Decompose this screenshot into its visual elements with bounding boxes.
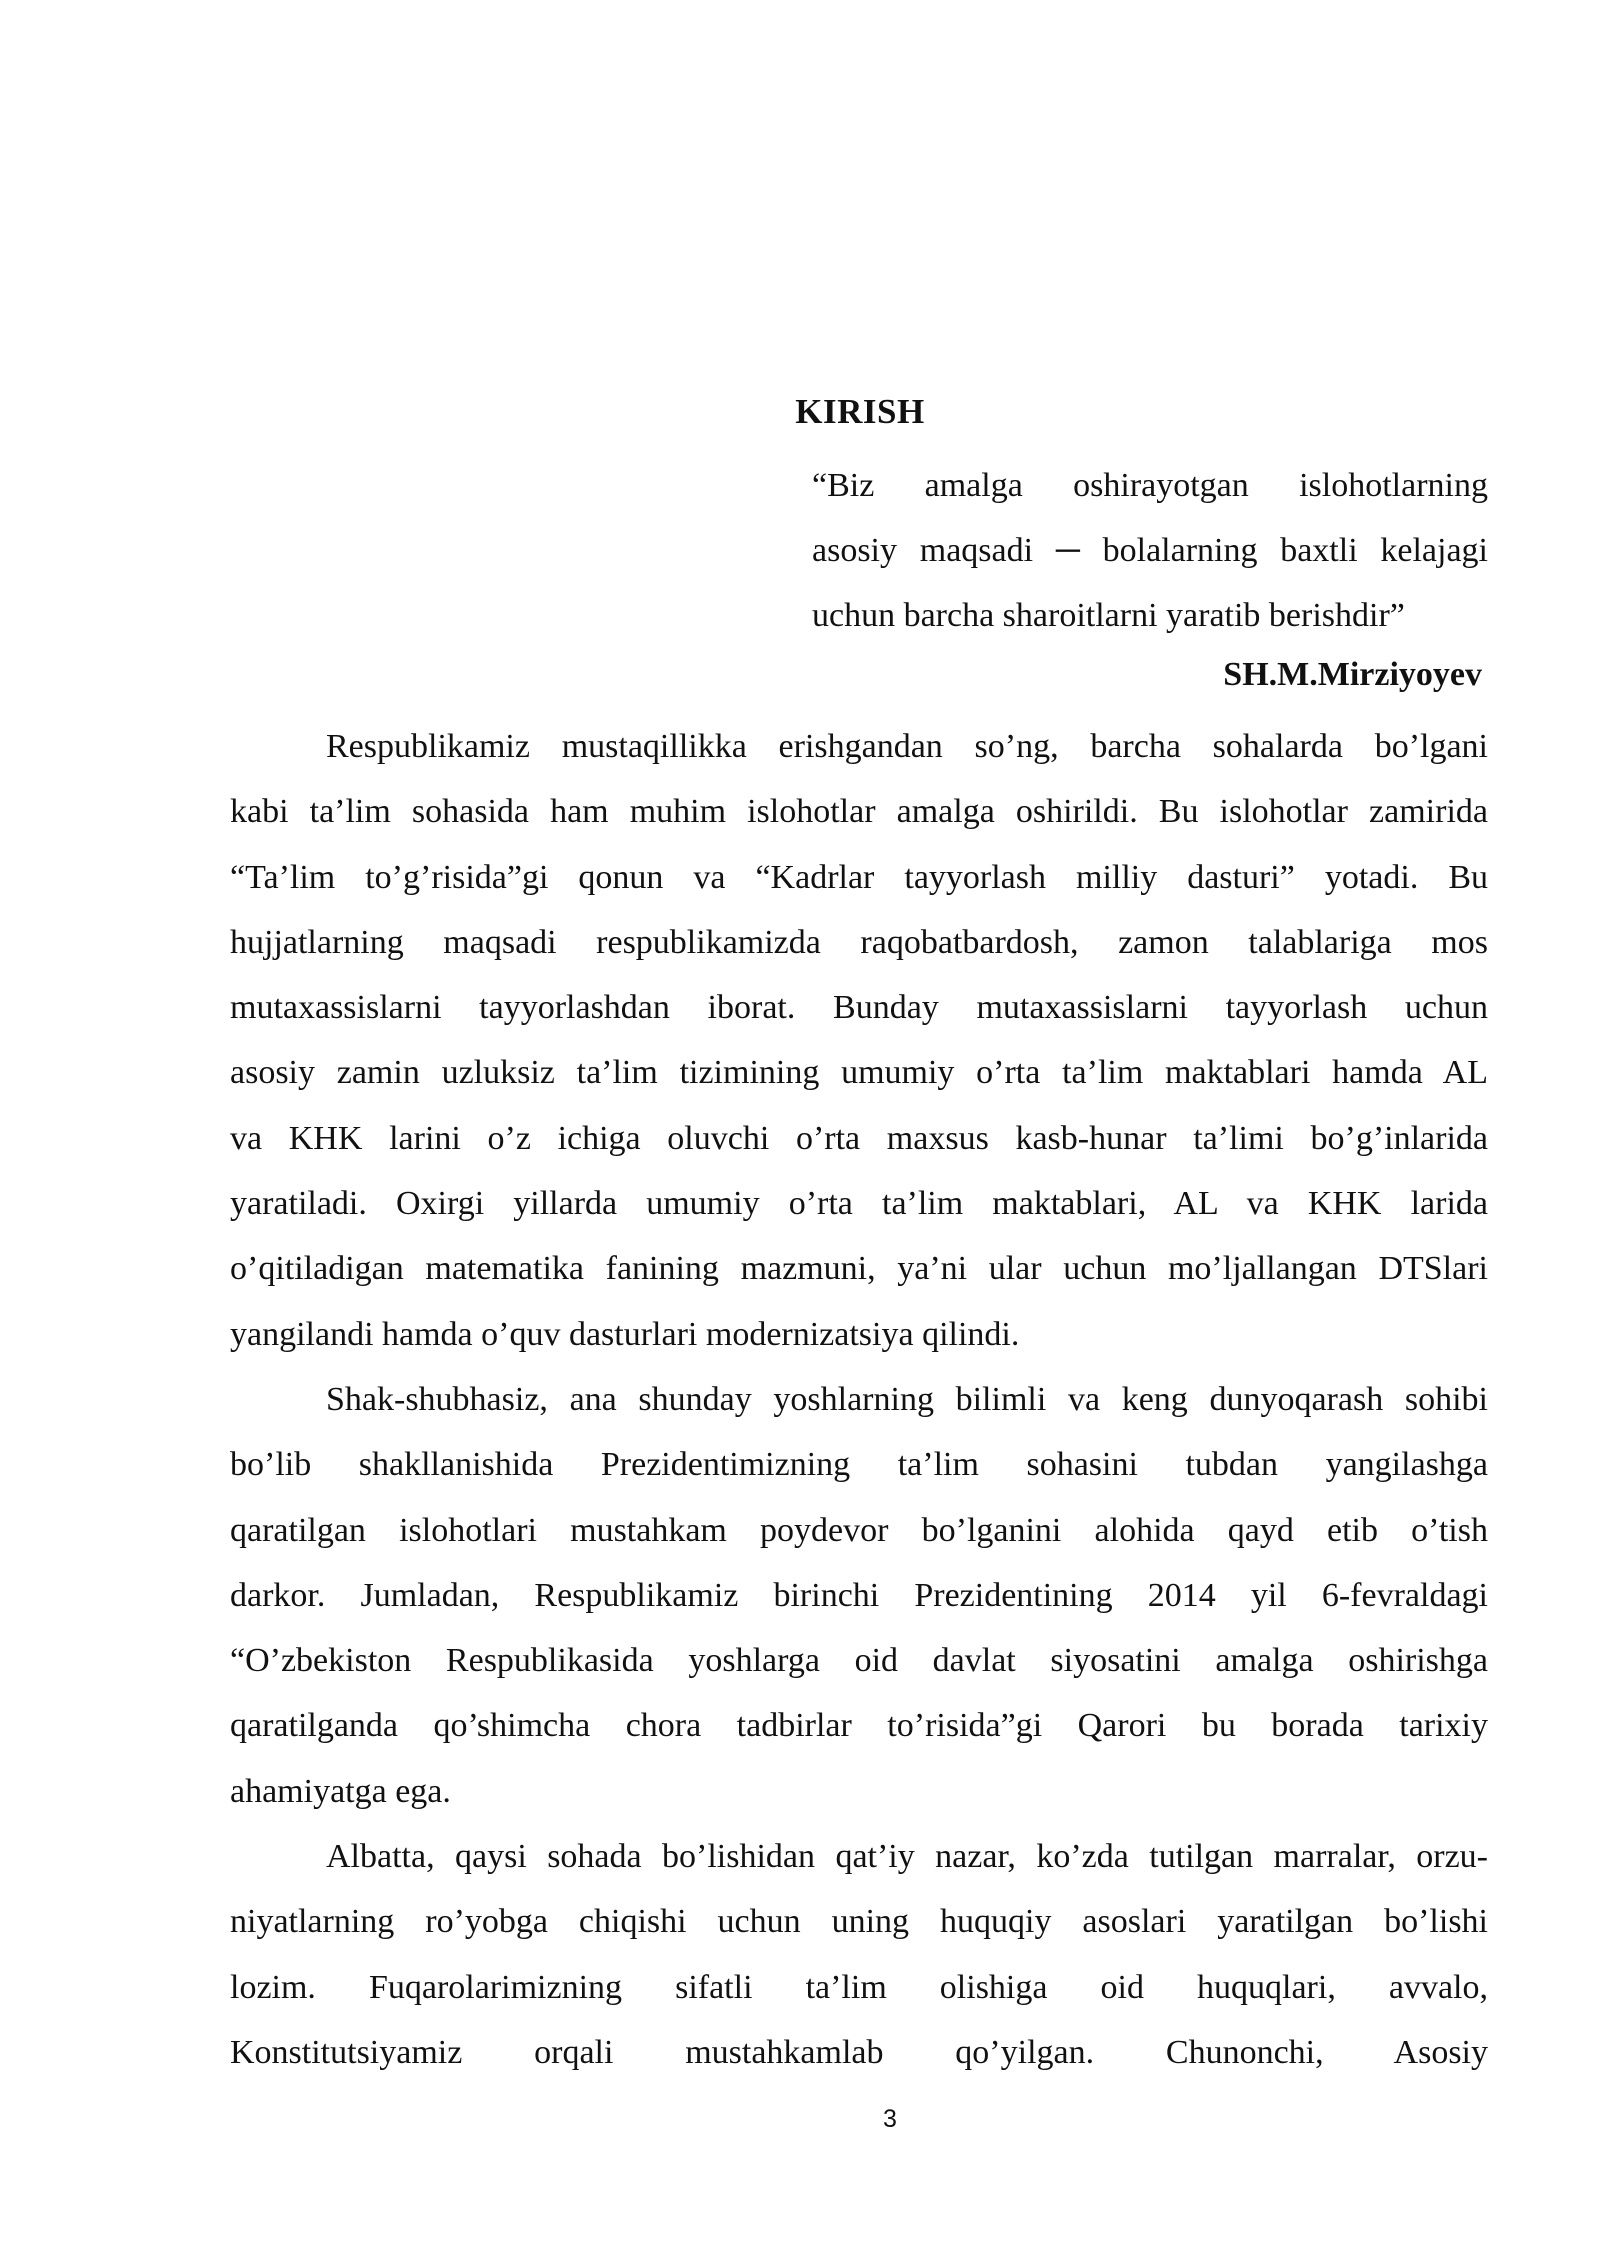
paragraph-line: Respublikamiz mustaqillikka erishgandan so’ng, barcha sohalarda bo’lgani: [326, 728, 1488, 765]
paragraph-line: “O’zbekiston Respublikasida yoshlarga oid davlat siyosatini amalga oshirishga: [230, 1642, 1488, 1680]
paragraph-line: Shak-shubhasiz, ana shunday yoshlarning bilimli va keng dunyoqarash sohibi: [326, 1380, 1488, 1418]
paragraph-line: o’qitiladigan matematika fanining mazmuni, ya’ni ular uchun mo’ljallangan DTSlari: [230, 1250, 1488, 1288]
paragraph-line: Albatta, qaysi sohada bo’lishidan qat’iy nazar, ko’zda tutilgan marralar, orzu-: [326, 1838, 1488, 1876]
paragraph-line: darkor. Jumladan, Respublikamiz birinchi Prezidentining 2014 yil 6-fevraldagi: [230, 1576, 1488, 1614]
paragraph-line: asosiy zamin uzluksiz ta’lim tizimining umumiy o’rta ta’lim maktablari hamda AL: [230, 1054, 1488, 1092]
paragraph: [230, 1367, 1488, 1824]
paragraph: [230, 1824, 1488, 2085]
paragraph-line: hujjatlarning maqsadi respublikamizda raqobatbardosh, zamon talablariga mos: [230, 923, 1488, 961]
paragraph-line: lozim. Fuqarolarimizning sifatli ta’lim olishiga oid huquqlari, avvalo,: [230, 1968, 1488, 2006]
paragraph: [230, 714, 1488, 1367]
paragraph-line: ahamiyatga ega.: [230, 1772, 451, 1810]
paragraph-line: qaratilganda qo’shimcha chora tadbirlar to’risida”gi Qarori bu borada tarixiy: [230, 1707, 1488, 1745]
paragraph-line: yangilandi hamda o’quv dasturlari modernizatsiya qilindi.: [230, 1315, 1020, 1353]
epigraph-line: asosiy maqsadi ─ bolalarning baxtli kelajagi: [812, 532, 1488, 569]
section-heading: KIRISH: [795, 392, 925, 431]
epigraph-line: “Biz amalga oshirayotgan islohotlarning: [812, 467, 1488, 504]
paragraph-line: mutaxassislarni tayyorlashdan iborat. Bunday mutaxassislarni tayyorlash uchun: [230, 989, 1488, 1027]
paragraph-line: “Ta’lim to’g’risida”gi qonun va “Kadrlar tayyorlash milliy dasturi” yotadi. Bu: [230, 858, 1488, 896]
paragraph-line: kabi ta’lim sohasida ham muhim islohotlar amalga oshirildi. Bu islohotlar zamirida: [230, 793, 1488, 831]
body-text: [230, 714, 1488, 2085]
paragraph-line: qaratilgan islohotlari mustahkam poydevor bo’lganini alohida qayd etib o’tish: [230, 1511, 1488, 1549]
paragraph-line: niyatlarning ro’yobga chiqishi uchun uning huquqiy asoslari yaratilgan bo’lishi: [230, 1903, 1488, 1941]
paragraph-line: va KHK larini o’z ichiga oluvchi o’rta maxsus kasb-hunar ta’limi bo’g’inlarida: [230, 1119, 1488, 1157]
paragraph-line: bo’lib shakllanishida Prezidentimizning ta’lim sohasini tubdan yangilashga: [230, 1446, 1488, 1484]
page-number: 3: [883, 2105, 897, 2133]
paragraph-line: Konstitutsiyamiz orqali mustahkamlab qo’yilgan. Chunonchi, Asosiy: [230, 2033, 1488, 2071]
epigraph-line: uchun barcha sharoitlarni yaratib berishdir”: [812, 597, 1405, 634]
epigraph-quote: [812, 453, 1488, 648]
epigraph-author: SH.M.Mirziyoyev: [1223, 656, 1482, 693]
paragraph-line: yaratiladi. Oxirgi yillarda umumiy o’rta ta’lim maktablari, AL va KHK larida: [230, 1185, 1488, 1223]
